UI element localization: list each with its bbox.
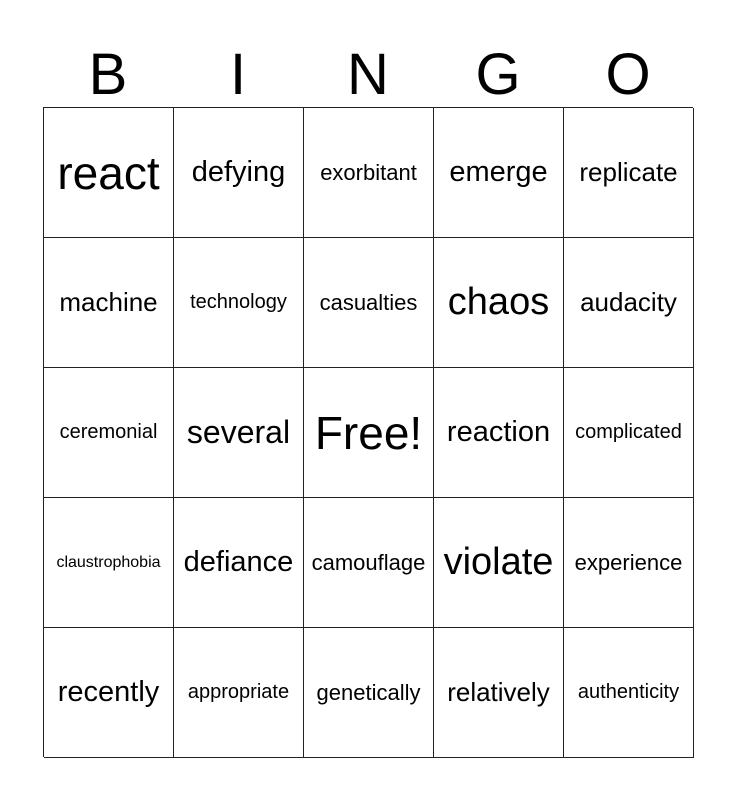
cell-word: complicated bbox=[575, 421, 682, 443]
header-letter-i: I bbox=[229, 42, 247, 107]
cell-word: reaction bbox=[446, 416, 551, 448]
bingo-cell-r5c1[interactable] bbox=[44, 628, 174, 758]
bingo-cell-r4c2[interactable] bbox=[174, 498, 304, 628]
bingo-cell-r2c2[interactable] bbox=[174, 238, 304, 368]
cell-word: relatively bbox=[447, 677, 550, 707]
bingo-cell-r1c3[interactable] bbox=[304, 108, 434, 238]
bingo-cell-r5c2[interactable] bbox=[174, 628, 304, 758]
bingo-cell-r4c5[interactable] bbox=[564, 498, 694, 628]
bingo-cell-r4c1[interactable] bbox=[44, 498, 174, 628]
cell-word: claustrophobia bbox=[56, 553, 161, 571]
cell-word: machine bbox=[59, 287, 158, 317]
bingo-free-space[interactable] bbox=[304, 368, 434, 498]
cell-word: react bbox=[57, 146, 160, 199]
cell-word: chaos bbox=[447, 281, 550, 323]
bingo-board bbox=[43, 107, 693, 757]
bingo-cell-r2c1[interactable] bbox=[44, 238, 174, 368]
bingo-cell-r5c5[interactable] bbox=[564, 628, 694, 758]
bingo-cell-r2c5[interactable] bbox=[564, 238, 694, 368]
bingo-header bbox=[43, 42, 693, 108]
bingo-cell-r3c1[interactable] bbox=[44, 368, 174, 498]
cell-word: camouflage bbox=[311, 549, 426, 575]
cell-word: audacity bbox=[580, 287, 677, 317]
cell-word: several bbox=[186, 414, 291, 450]
bingo-cell-r4c4[interactable] bbox=[434, 498, 564, 628]
bingo-cell-r1c1[interactable] bbox=[44, 108, 174, 238]
bingo-cell-r1c2[interactable] bbox=[174, 108, 304, 238]
bingo-cell-r3c5[interactable] bbox=[564, 368, 694, 498]
header-letter-n: N bbox=[347, 42, 389, 107]
bingo-cell-r2c3[interactable] bbox=[304, 238, 434, 368]
cell-word: defiance bbox=[183, 546, 294, 578]
header-letter-g: G bbox=[475, 42, 521, 107]
cell-word: casualties bbox=[319, 289, 418, 315]
bingo-cell-r1c5[interactable] bbox=[564, 108, 694, 238]
cell-word: technology bbox=[190, 291, 287, 313]
cell-word: genetically bbox=[316, 679, 421, 705]
cell-word: defying bbox=[191, 156, 286, 188]
cell-word: replicate bbox=[579, 157, 678, 187]
bingo-cell-r1c4[interactable] bbox=[434, 108, 564, 238]
cell-word: recently bbox=[57, 676, 160, 708]
cell-word: experience bbox=[574, 549, 683, 575]
bingo-cell-r3c2[interactable] bbox=[174, 368, 304, 498]
header-letter-b: B bbox=[88, 42, 128, 107]
header-letter-o: O bbox=[605, 42, 651, 107]
cell-word: emerge bbox=[449, 156, 548, 188]
bingo-cell-r5c3[interactable] bbox=[304, 628, 434, 758]
cell-word: violate bbox=[443, 541, 554, 583]
free-space-label: Free! bbox=[314, 406, 423, 459]
cell-word: appropriate bbox=[187, 681, 290, 703]
bingo-cell-r4c3[interactable] bbox=[304, 498, 434, 628]
bingo-cell-r2c4[interactable] bbox=[434, 238, 564, 368]
bingo-cell-r3c4[interactable] bbox=[434, 368, 564, 498]
cell-word: exorbitant bbox=[320, 159, 417, 185]
cell-word: ceremonial bbox=[59, 421, 158, 443]
cell-word: authenticity bbox=[577, 681, 680, 703]
bingo-cell-r5c4[interactable] bbox=[434, 628, 564, 758]
